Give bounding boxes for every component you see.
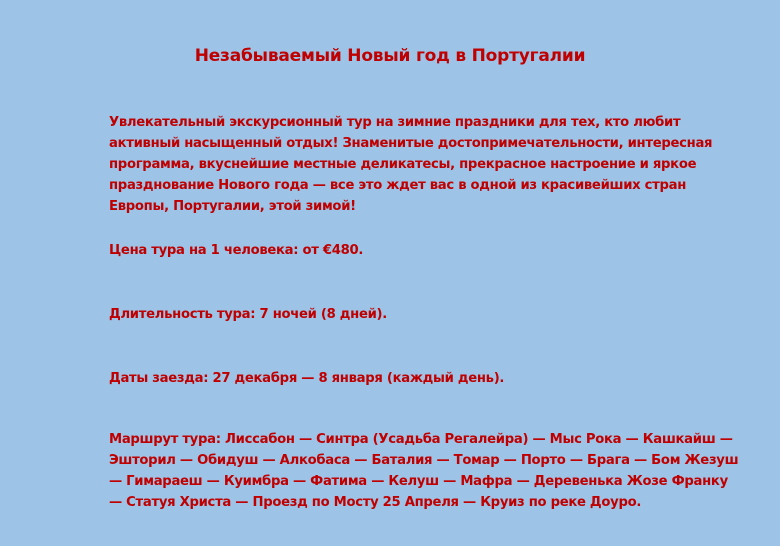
duration-paragraph: Длительность тура: 7 ночей (8 дней).	[109, 307, 387, 322]
dates-paragraph: Даты заезда: 27 декабря — 8 января (каждый день).	[109, 371, 505, 386]
intro-paragraph: Увлекательный экскурсионный тур на зимние праздники для тех, кто любит активный насыщенный отдых! Знаменитые достопримечательности, интересная программа, вкуснейшие местные деликатесы, прекрасное настроение и яркое празднование Нового года — все это ждет вас в одной из красивейших стран Европы, Португалии, этой зимой!	[109, 115, 713, 214]
page-title: Незабываемый Новый год в Португалии	[194, 46, 586, 66]
price-paragraph: Цена тура на 1 человека: от €480.	[109, 243, 364, 258]
route-paragraph: Маршрут тура: Лиссабон — Синтра (Усадьба Регалейра) — Мыс Рока — Кашкайш — Эшторил — Обидуш — Алкобаса — Баталия — Томар — Порто — Брага — Бом Жезуш — Гимараеш — Куимбра — Фатима — Келуш — Мафра — Деревенька Жозе Франку — Статуя Христа — Проезд по Мосту 25 Апреля — Круиз по реке Доуро.	[109, 432, 739, 510]
